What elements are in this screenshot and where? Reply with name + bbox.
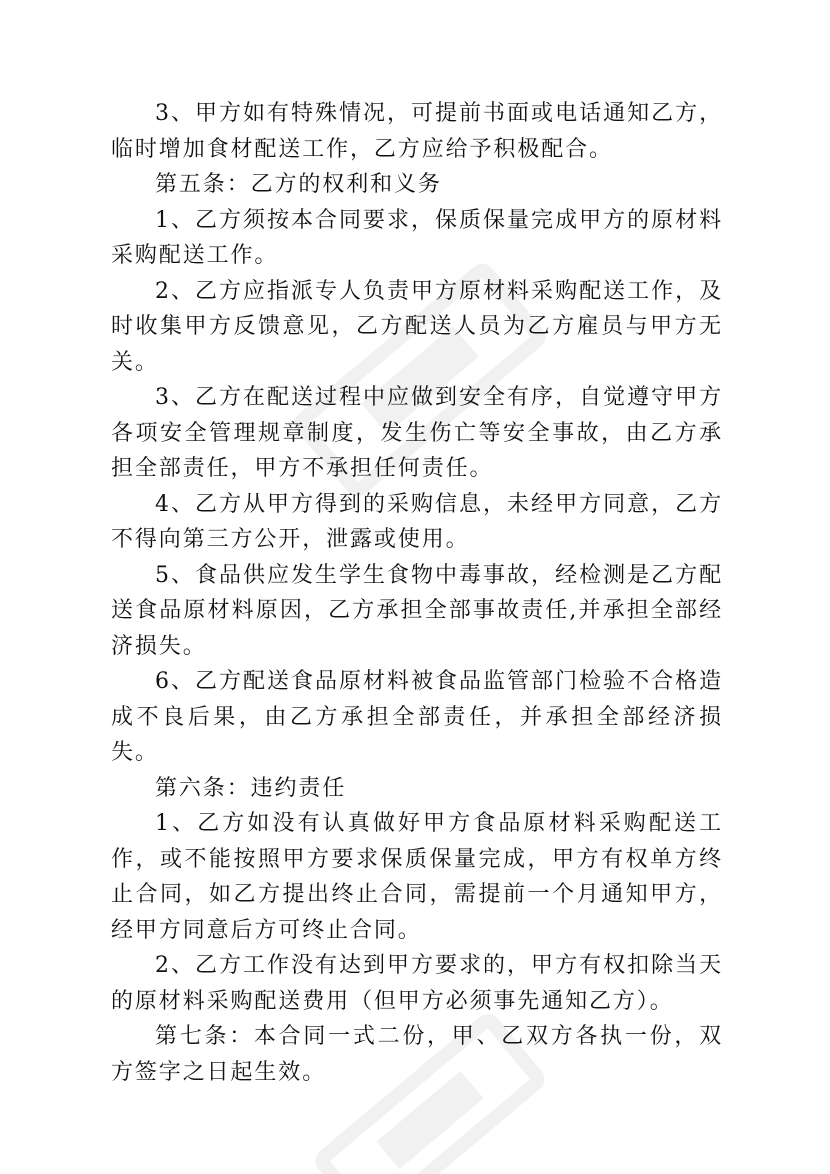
paragraph-article-5-item-2: 2、乙方应指派专人负责甲方原材料采购配送工作，及时收集甲方反馈意见，乙方配送人员为乙方雇员与甲方无关。 <box>111 278 723 375</box>
paragraph-article-5-item-6: 6、乙方配送食品原材料被食品监管部门检验不合格造成不良后果，由乙方承担全部责任，并承担全部经济损失。 <box>111 669 723 765</box>
article-6-title: 第六条：违约责任 <box>155 775 347 801</box>
paragraph-article-6-item-2: 2、乙方工作没有达到甲方要求的，甲方有权扣除当天的原材料采购配送费用（但甲方必须事先通知乙方）。 <box>111 953 723 1014</box>
paragraph-article-6-item-1: 1、乙方如没有认真做好甲方食品原材料采购配送工作，或不能按照甲方要求保质保量完成，甲方有权单方终止合同，如乙方提出终止合同，需提前一个月通知甲方，经甲方同意后方可终止合同。 <box>111 811 723 943</box>
paragraph-jia-3: 3、甲方如有特殊情况，可提前书面或电话通知乙方，临时增加食材配送工作，乙方应给予积极配合。 <box>111 101 723 162</box>
paragraph-article-5-item-4: 4、乙方从甲方得到的采购信息，未经甲方同意，乙方不得向第三方公开，泄露或使用。 <box>111 491 723 552</box>
article-5-title: 第五条：乙方的权利和义务 <box>155 172 442 197</box>
paragraph-article-5-item-1: 1、乙方须按本合同要求，保质保量完成甲方的原材料采购配送工作。 <box>111 207 723 268</box>
article-7-paragraph: 第七条：本合同一式二份，甲、乙双方各执一份，双方签字之日起生效。 <box>111 1024 723 1085</box>
paragraph-article-5-item-5: 5、食品供应发生学生食物中毒事故，经检测是乙方配送食品原材料原因，乙方承担全部事故责任,并承担全部经济损失。 <box>111 562 723 659</box>
paragraph-article-5-item-3: 3、乙方在配送过程中应做到安全有序，自觉遵守甲方各项安全管理规章制度，发生伤亡等安全事故，由乙方承担全部责任，甲方不承担任何责任。 <box>111 385 723 481</box>
document-body <box>111 96 723 1090</box>
